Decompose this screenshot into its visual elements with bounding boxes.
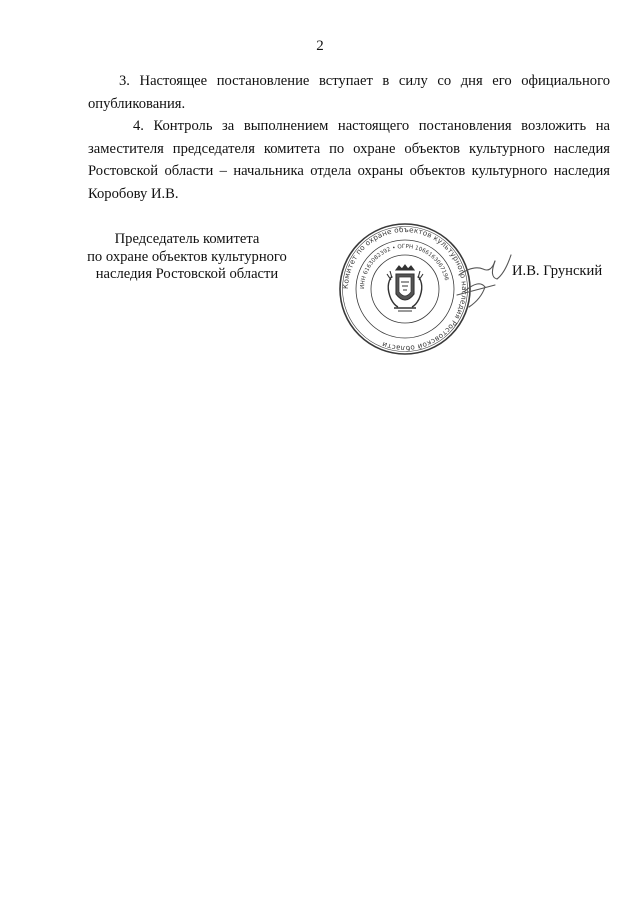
document-body [88,70,610,205]
paragraph-control: 4. Контроль за выполнением настоящего постановления возложить на заместителя председателя комитета по охране объектов культурного наследия Ростовской области – начальника отдела охраны объектов культурного наследия Коробову И.В. [88,118,610,202]
seal-outer-text: Комитет по охране объектов культурного наследия Ростовской области [340,224,470,354]
signer-title-line: наследия Ростовской области [95,266,279,282]
signer-name: И.В. Грунский [512,263,603,279]
coat-of-arms-icon [387,265,423,311]
seal-inner-text: ИНН 6163082392 • ОГРН 1066163067196 [359,243,450,290]
signature-icon [455,247,515,317]
signer-title-line: Председатель комитета [114,231,260,247]
page-number: 2 [316,38,324,54]
paragraph-effective-date: 3. Настоящее постановление вступает в силу со дня его официального опубликования. [88,73,610,112]
signer-title [62,231,312,284]
official-seal [338,222,472,356]
seal-stamp-icon [338,222,472,356]
signer-title-line: по охране объектов культурного [87,248,287,265]
